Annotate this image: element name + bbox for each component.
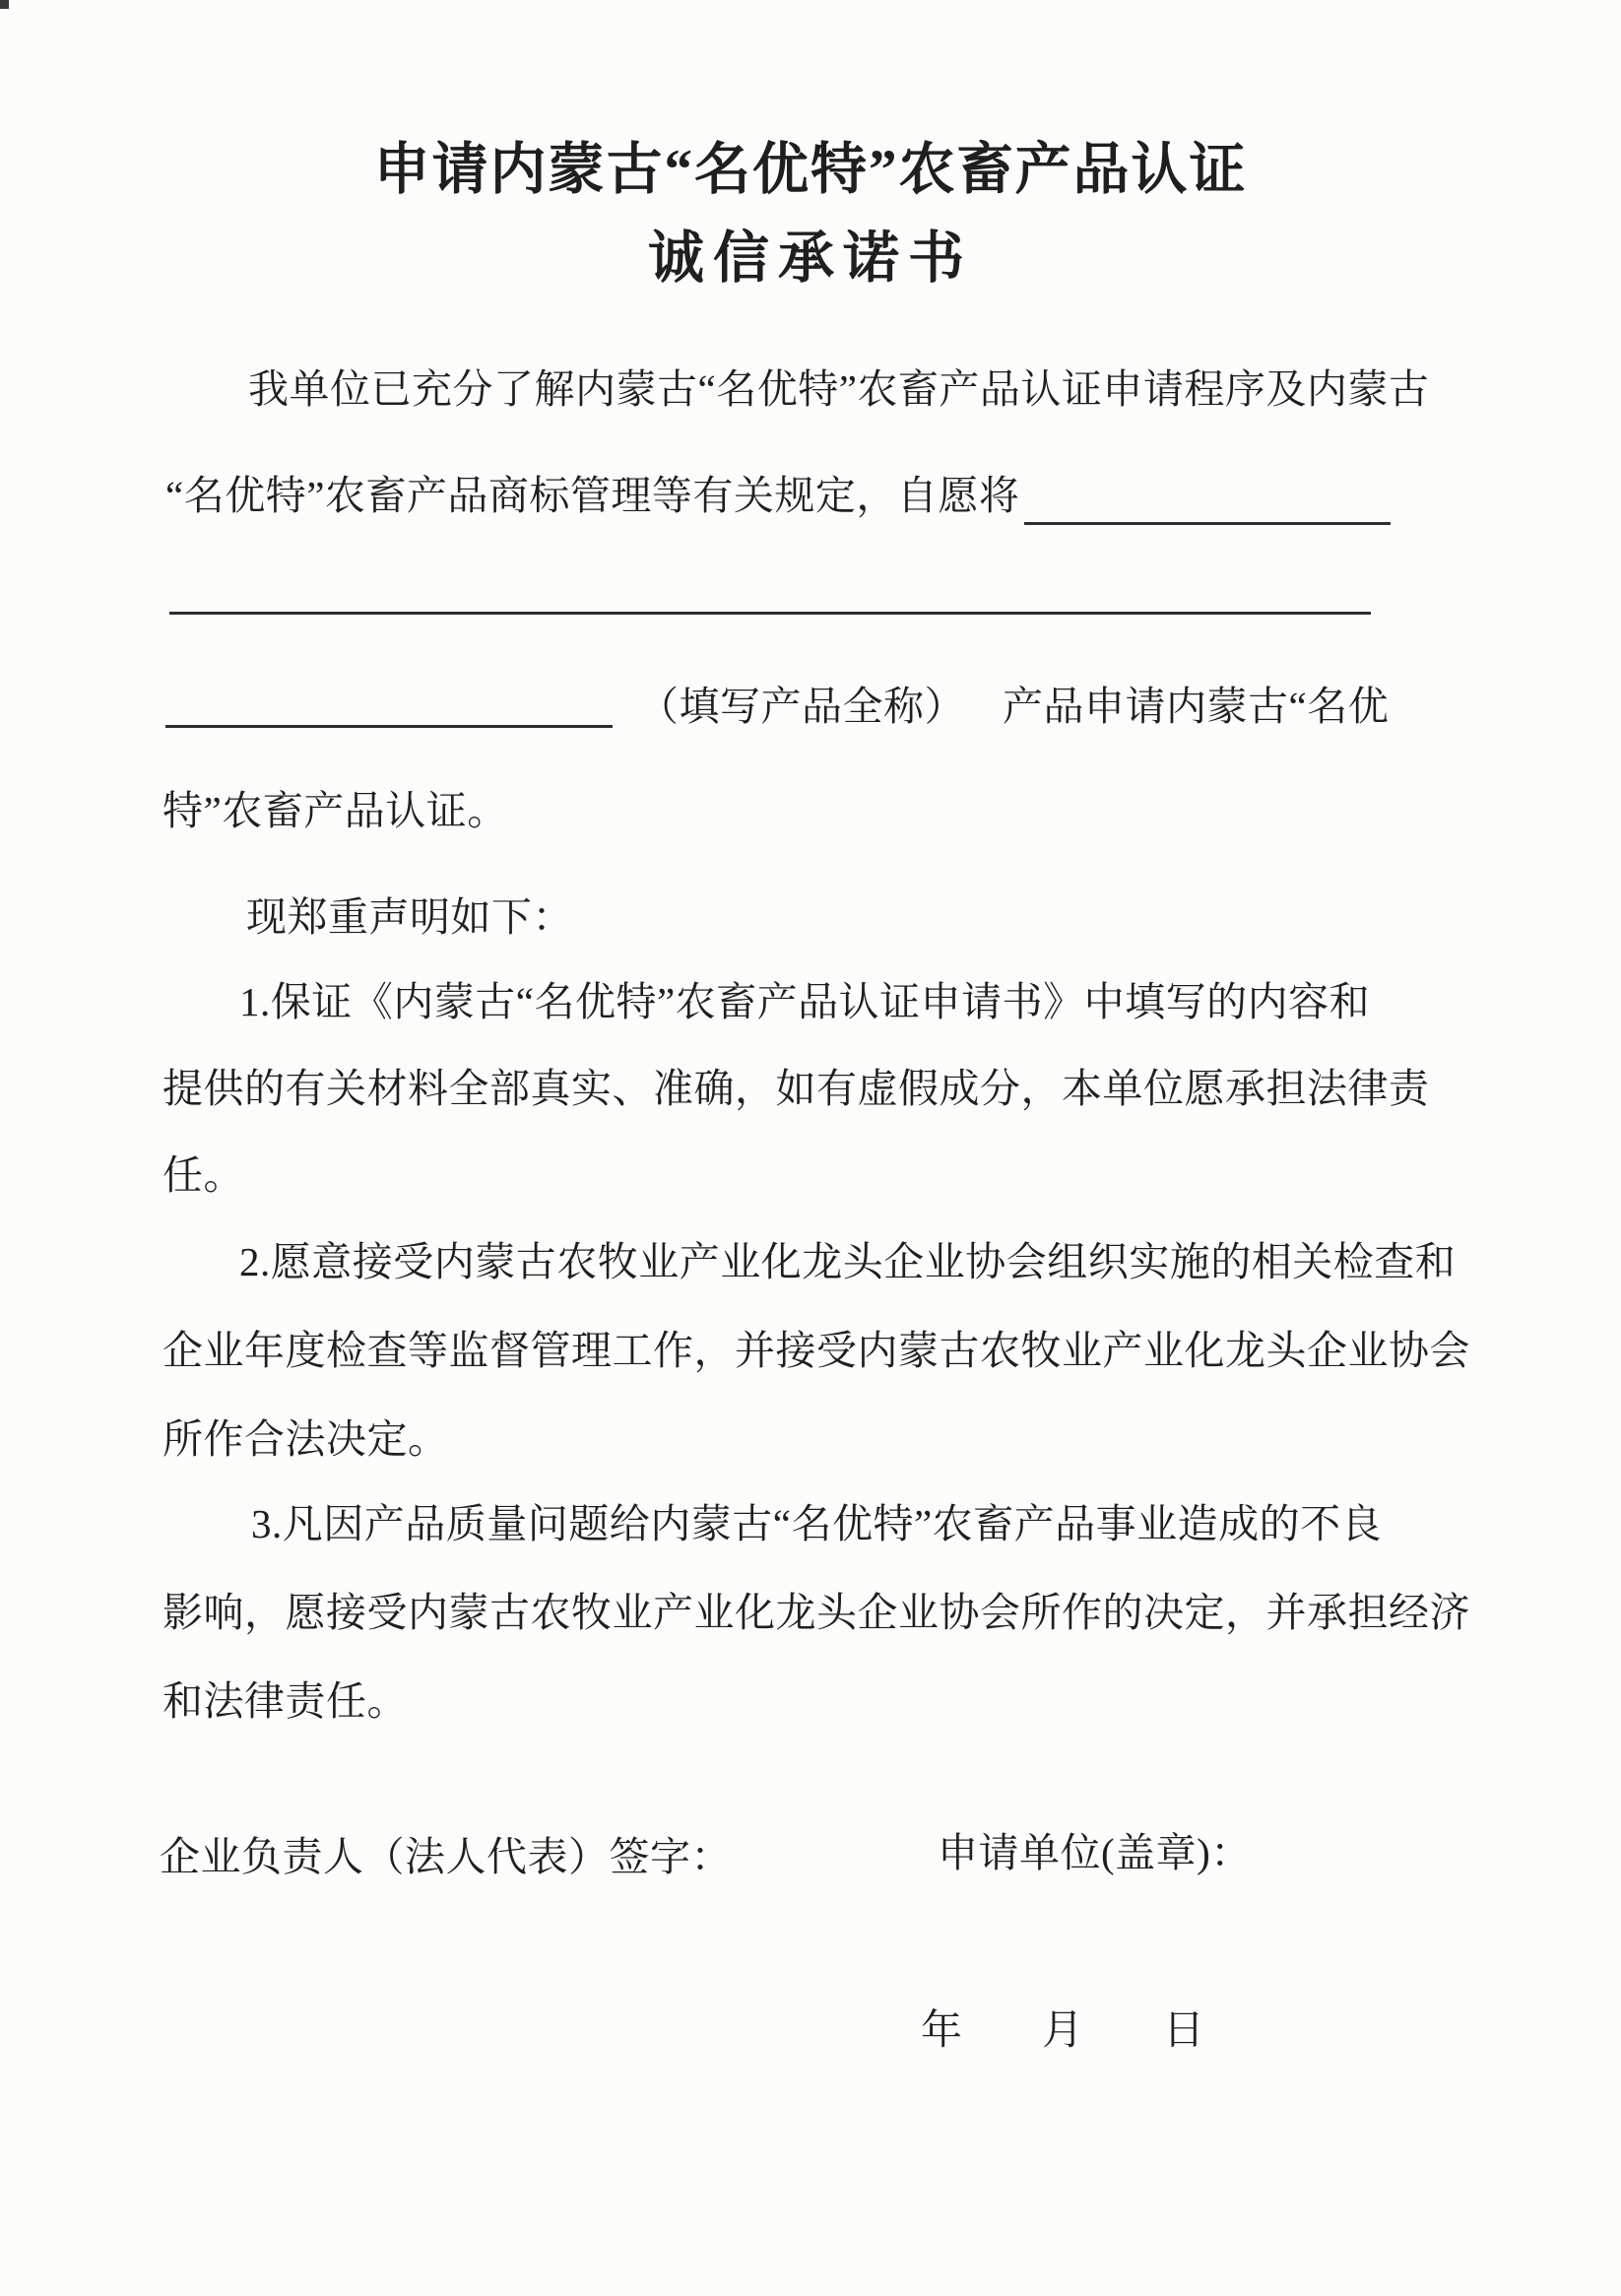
signature-right-label: 申请单位(盖章)：	[938, 1830, 1252, 1875]
scan-corner-artifact	[0, 0, 9, 9]
declaration-item2-line3: 所作合法决定。	[162, 1416, 449, 1462]
intro-line5: 特”农畜产品认证。	[162, 788, 508, 833]
declaration-item3-line2: 影响，愿接受内蒙古农牧业产业化龙头企业协会所作的决定，并承担经济	[162, 1590, 1470, 1635]
signature-left-label: 企业负责人（法人代表）签字：	[160, 1834, 732, 1879]
declaration-item2-line1: 2.愿意接受内蒙古农牧业产业化龙头企业协会组织实施的相关检查和	[239, 1239, 1457, 1284]
date-day-label: 日	[1163, 2008, 1206, 2054]
declaration-item2-line2: 企业年度检查等监督管理工作，并接受内蒙古农牧业产业化龙头企业协会	[162, 1328, 1470, 1373]
blank-product-name-part2	[169, 612, 1371, 615]
declaration-heading: 现郑重声明如下：	[246, 894, 573, 940]
declaration-item3-line3: 和法律责任。	[162, 1678, 408, 1724]
declaration-item1-line2: 提供的有关材料全部真实、准确，如有虚假成分，本单位愿承担法律责	[162, 1066, 1430, 1111]
blank-product-name-part3	[165, 725, 613, 728]
fill-product-name-note: （填写产品全称）	[638, 684, 965, 729]
date-month-label: 月	[1042, 2008, 1085, 2054]
intro-line4	[638, 684, 1389, 730]
document-title-line1: 申请内蒙古“名优特”农畜产品认证	[373, 139, 1248, 201]
declaration-item3-line1: 3.凡因产品质量问题给内蒙古“名优特”农畜产品事业造成的不良	[251, 1501, 1383, 1546]
intro-line1: 我单位已充分了解内蒙古“名优特”农畜产品认证申请程序及内蒙古	[248, 366, 1430, 412]
date-year-label: 年	[921, 2008, 964, 2054]
declaration-item1-line1: 1.保证《内蒙古“名优特”农畜产品认证申请书》中填写的内容和	[239, 979, 1371, 1024]
intro-line2: “名优特”农畜产品商标管理等有关规定，自愿将	[165, 473, 1020, 518]
intro-line4-text: 产品申请内蒙古“名优	[1003, 684, 1390, 729]
declaration-item1-line3: 任。	[162, 1152, 244, 1198]
blank-product-name-part1	[1024, 522, 1391, 525]
document-title-line2: 诚信承诺书	[648, 228, 973, 290]
date-line	[921, 1998, 1205, 2057]
